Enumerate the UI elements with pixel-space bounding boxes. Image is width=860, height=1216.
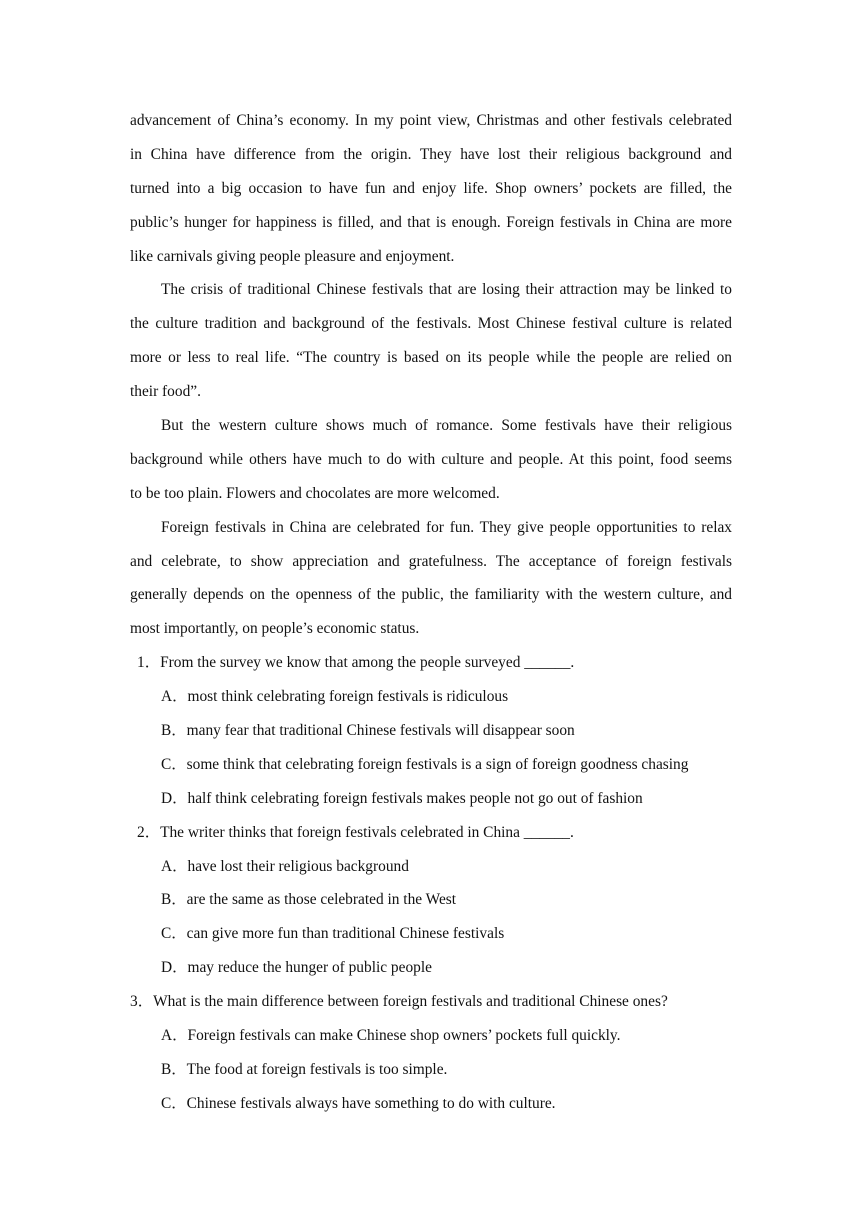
question-2-option-a: A．have lost their religious background (161, 857, 409, 875)
paragraph-3-line-1: But the western culture shows much of romance. Some festivals have their religious (161, 417, 732, 435)
question-3-stem: 3．What is the main difference between foreign festivals and traditional Chinese ones? (130, 993, 668, 1011)
paragraph-4-line-4: most importantly, on people’s economic status. (130, 620, 420, 638)
question-2-option-d: D．may reduce the hunger of public people (161, 959, 432, 977)
question-1-option-c: C．some think that celebrating foreign festivals is a sign of foreign goodness chasing (161, 755, 689, 773)
paragraph-4-line-3: generally depends on the openness of the public, the familiarity with the western culture, and (130, 586, 732, 604)
paragraph-4-line-1: Foreign festivals in China are celebrated for fun. They give people opportunities to relax (161, 518, 732, 536)
paragraph-3-line-3: to be too plain. Flowers and chocolates are more welcomed. (130, 484, 500, 502)
question-1-option-b: B．many fear that traditional Chinese festivals will disappear soon (161, 722, 575, 740)
question-2-option-c: C．can give more fun than traditional Chinese festivals (161, 925, 505, 943)
paragraph-1-line-4: public’s hunger for happiness is filled, and that is enough. Foreign festivals in China are more (130, 213, 732, 231)
paragraph-3-line-2: background while others have much to do with culture and people. At this point, food seems (130, 450, 732, 468)
question-3-option-c: C．Chinese festivals always have something to do with culture. (161, 1094, 556, 1112)
question-3-option-b: B．The food at foreign festivals is too simple. (161, 1060, 448, 1078)
paragraph-2-line-4: their food”. (130, 383, 201, 401)
question-2-option-b: B．are the same as those celebrated in the West (161, 891, 457, 909)
question-1-option-a: A．most think celebrating foreign festivals is ridiculous (161, 688, 509, 706)
paragraph-2-line-2: the culture tradition and background of the festivals. Most Chinese festival culture is related (130, 315, 732, 333)
paragraph-1-line-1: advancement of China’s economy. In my point view, Christmas and other festivals celebrated (130, 112, 732, 129)
question-3-option-a: A．Foreign festivals can make Chinese shop owners’ pockets full quickly. (161, 1027, 621, 1045)
question-1-stem: 1．From the survey we know that among the people surveyed ______. (137, 654, 575, 672)
question-1-option-d: D．half think celebrating foreign festivals makes people not go out of fashion (161, 789, 643, 807)
passage-text (130, 104, 732, 1121)
question-2-stem: 2．The writer thinks that foreign festivals celebrated in China ______. (137, 823, 574, 841)
paragraph-1-line-2: in China have difference from the origin. They have lost their religious background and (130, 145, 732, 163)
paragraph-1-line-5: like carnivals giving people pleasure and enjoyment. (130, 247, 455, 265)
paragraph-1-line-3: turned into a big occasion to have fun and enjoy life. Shop owners’ pockets are filled, the (130, 179, 732, 197)
paragraph-2-line-1: The crisis of traditional Chinese festivals that are losing their attraction may be linked to (161, 281, 732, 299)
paragraph-4-line-2: and celebrate, to show appreciation and gratefulness. The acceptance of foreign festivals (130, 552, 732, 570)
paragraph-2-line-3: more or less to real life. “The country is based on its people while the people are relied on (130, 349, 732, 367)
